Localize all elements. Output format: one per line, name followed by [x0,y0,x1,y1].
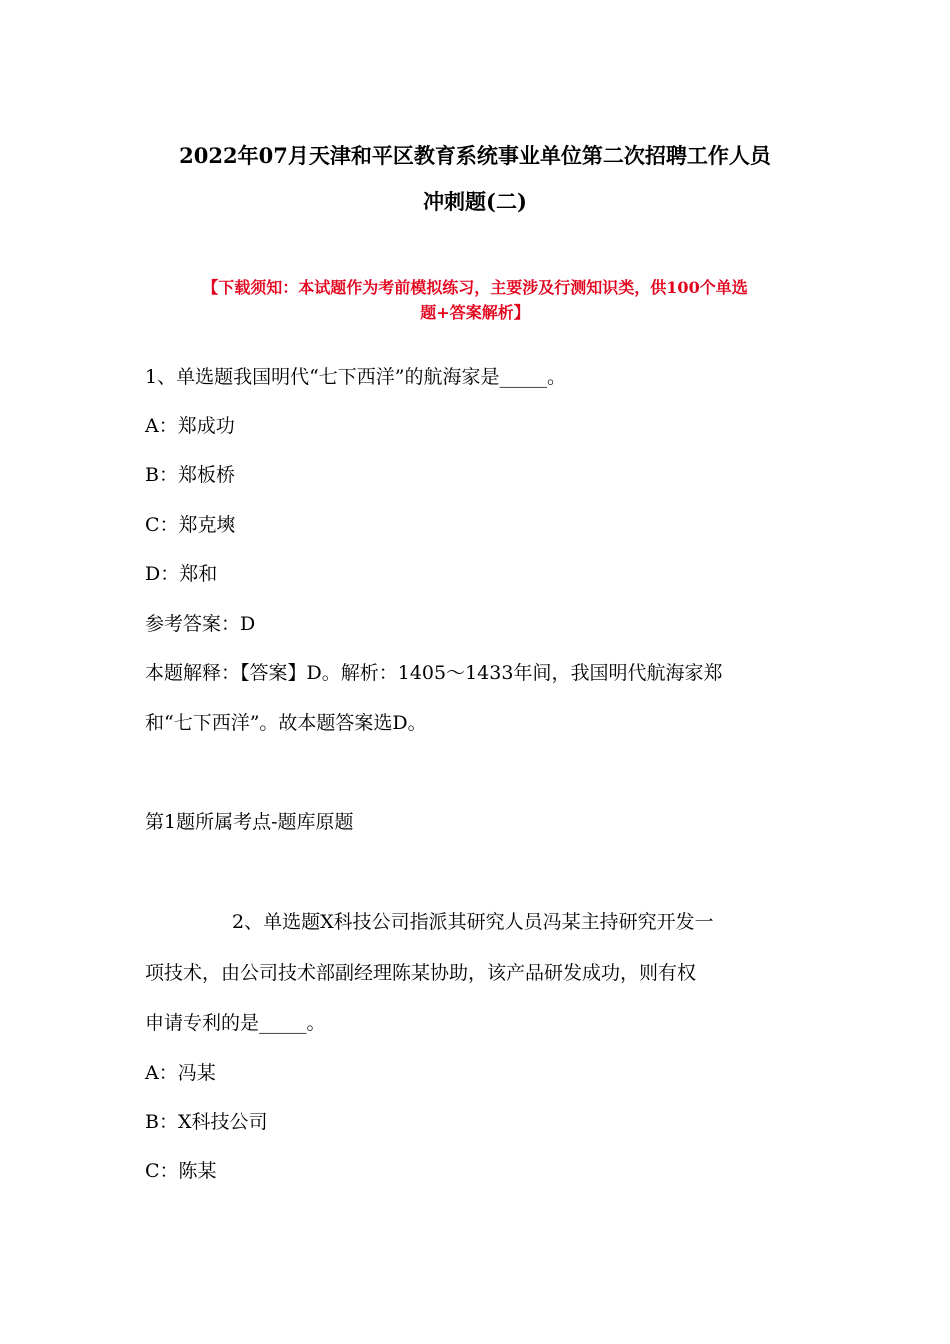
question-1-option-b: B：郑板桥 [145,464,235,486]
question-2-stem-line-3: 申请专利的是_____。 [145,1012,326,1034]
document-title-line-1: 2022年07月天津和平区教育系统事业单位第二次招聘工作人员 [179,143,771,168]
question-1-explanation-line-1: 本题解释：【答案】D。解析：1405～1433年间，我国明代航海家郑 [145,662,723,684]
question-1-option-a: A：郑成功 [145,415,235,437]
question-2-option-c: C：陈某 [145,1160,217,1182]
question-1-explanation-line-2: 和“七下西洋”。故本题答案选D。 [145,712,427,734]
download-notice-line-1: 【下载须知：本试题作为考前模拟练习，主要涉及行测知识类，供100个单选 [202,278,748,297]
question-1-topic: 第1题所属考点-题库原题 [145,811,354,833]
question-2-stem-line-2: 项技术，由公司技术部副经理陈某协助，该产品研发成功，则有权 [145,962,697,984]
question-1-option-c: C：郑克塽 [145,514,236,536]
question-2-option-b: B：X科技公司 [145,1111,268,1133]
question-2-stem-line-1: 2、单选题X科技公司指派其研究人员冯某主持研究开发一 [232,911,714,933]
download-notice-line-2: 题+答案解析】 [420,303,530,322]
question-1-answer: 参考答案：D [145,613,256,635]
question-1-stem: 1、单选题我国明代“七下西洋”的航海家是_____。 [145,366,567,388]
question-1-option-d: D：郑和 [145,563,218,585]
document-title-line-2: 冲刺题(二) [423,189,527,214]
question-2-option-a: A：冯某 [145,1062,216,1084]
